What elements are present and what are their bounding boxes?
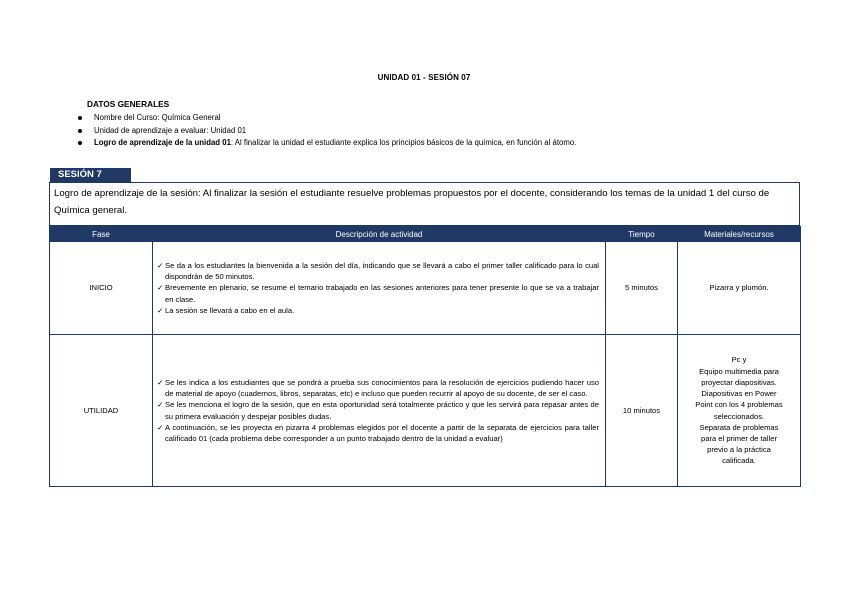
list-item-text: Unidad de aprendizaje a evaluar: Unidad 01 <box>94 125 247 135</box>
time-cell: 10 minutos <box>606 335 678 487</box>
activity-item <box>157 399 599 421</box>
activity-text: Se da a los estudiantes la bienvenida a la sesión del día, indicando que se llevará a cabo el primer taller calificado para lo cual dispondrán de 50 minutos. <box>165 260 599 282</box>
time-cell: 5 minutos <box>606 242 678 335</box>
description-cell <box>153 242 606 335</box>
materials-cell <box>678 242 801 335</box>
session-objective: Logro de aprendizaje de la sesión: Al finalizar la sesión el estudiante resuelve problemas propuestos por el docente, considerando los temas de la unidad 1 del curso de Química general. <box>49 182 800 226</box>
table-row <box>50 242 801 335</box>
list-item-bold-label: Logro de aprendizaje de la unidad 01 <box>94 138 231 148</box>
material-line: para el primer de taller <box>701 433 777 443</box>
list-item <box>78 112 576 125</box>
header-materials: Materiales/recursos <box>678 227 801 242</box>
table-row <box>50 335 801 487</box>
material-line: Pizarra y plumón. <box>709 283 769 293</box>
list-item <box>78 125 576 138</box>
phase-cell: UTILIDAD <box>50 335 153 487</box>
header-description: Descripción de actividad <box>153 227 606 242</box>
session-tab: SESIÓN 7 <box>50 168 131 182</box>
description-cell <box>153 335 606 487</box>
datos-generales-heading: DATOS GENERALES <box>87 99 170 109</box>
material-line: Equipo multimedia para <box>699 366 779 376</box>
check-mark-icon: ✓ <box>157 305 164 315</box>
check-mark-icon: ✓ <box>157 377 164 387</box>
activity-item <box>157 260 599 282</box>
activity-item <box>157 305 599 316</box>
activity-text: A continuación, se les proyecta en pizarra 4 problemas elegidos por el docente a partir de la separata de ejercicios para taller calificado 01 (cada problema debe corresponder a un punto trabajado dentro de la unidad a evaluar) <box>165 422 599 443</box>
material-line: previo a la práctica <box>707 445 771 455</box>
check-mark-icon: ✓ <box>157 260 164 270</box>
check-mark-icon: ✓ <box>157 283 164 293</box>
header-time: Tiempo <box>606 227 678 242</box>
phase-cell: INICIO <box>50 242 153 335</box>
activity-item <box>157 422 599 444</box>
material-line: Diapositivas en Power <box>701 389 777 399</box>
activity-text: Se les menciona el logro de la sesión, que en esta oportunidad será totalmente práctico y que les servirá para repasar antes de su primera evaluación y despejar posibles dudas. <box>165 400 599 421</box>
datos-generales-list <box>78 112 576 150</box>
header-phase: Fase <box>50 227 153 242</box>
list-item <box>78 137 576 150</box>
activity-text: Brevemente en plenario, se resume el temario trabajado en las sesiones anteriores para tener presente lo que se va a trabajar en clase. <box>165 283 599 304</box>
table-header-row <box>50 227 801 242</box>
material-line: Point con los 4 problemas <box>695 400 783 410</box>
list-item-text: : Al finalizar la unidad el estudiante explica los principios básicos de la química, en función al átomo. <box>230 138 577 148</box>
materials-cell <box>678 335 801 487</box>
activity-text: Se les indica a los estudiantes que se pondrá a prueba sus conocimientos para la resolución de ejercicios pudiendo hacer uso de material de apoyo (cuadernos, libros, separatas, etc) e incluso que pueden recurrir al apoyo de su docente, de ser el caso. <box>165 377 599 399</box>
activity-item <box>157 282 599 304</box>
list-item-text: Nombre del Curso: Química General <box>94 113 221 122</box>
material-line: Separata de problemas <box>699 422 779 432</box>
activity-text: La sesión se llevará a cabo en el aula. <box>165 305 295 315</box>
material-line: seleccionados. <box>713 411 765 421</box>
check-mark-icon: ✓ <box>157 400 164 410</box>
material-line: proyectar diapositivas. <box>701 377 777 387</box>
check-mark-icon: ✓ <box>157 422 164 432</box>
material-line: calificada. <box>722 456 756 466</box>
activity-item <box>157 377 599 399</box>
activity-table <box>49 226 801 487</box>
material-line: Pc y <box>731 355 747 365</box>
page-title: UNIDAD 01 - SESIÓN 07 <box>377 73 471 82</box>
